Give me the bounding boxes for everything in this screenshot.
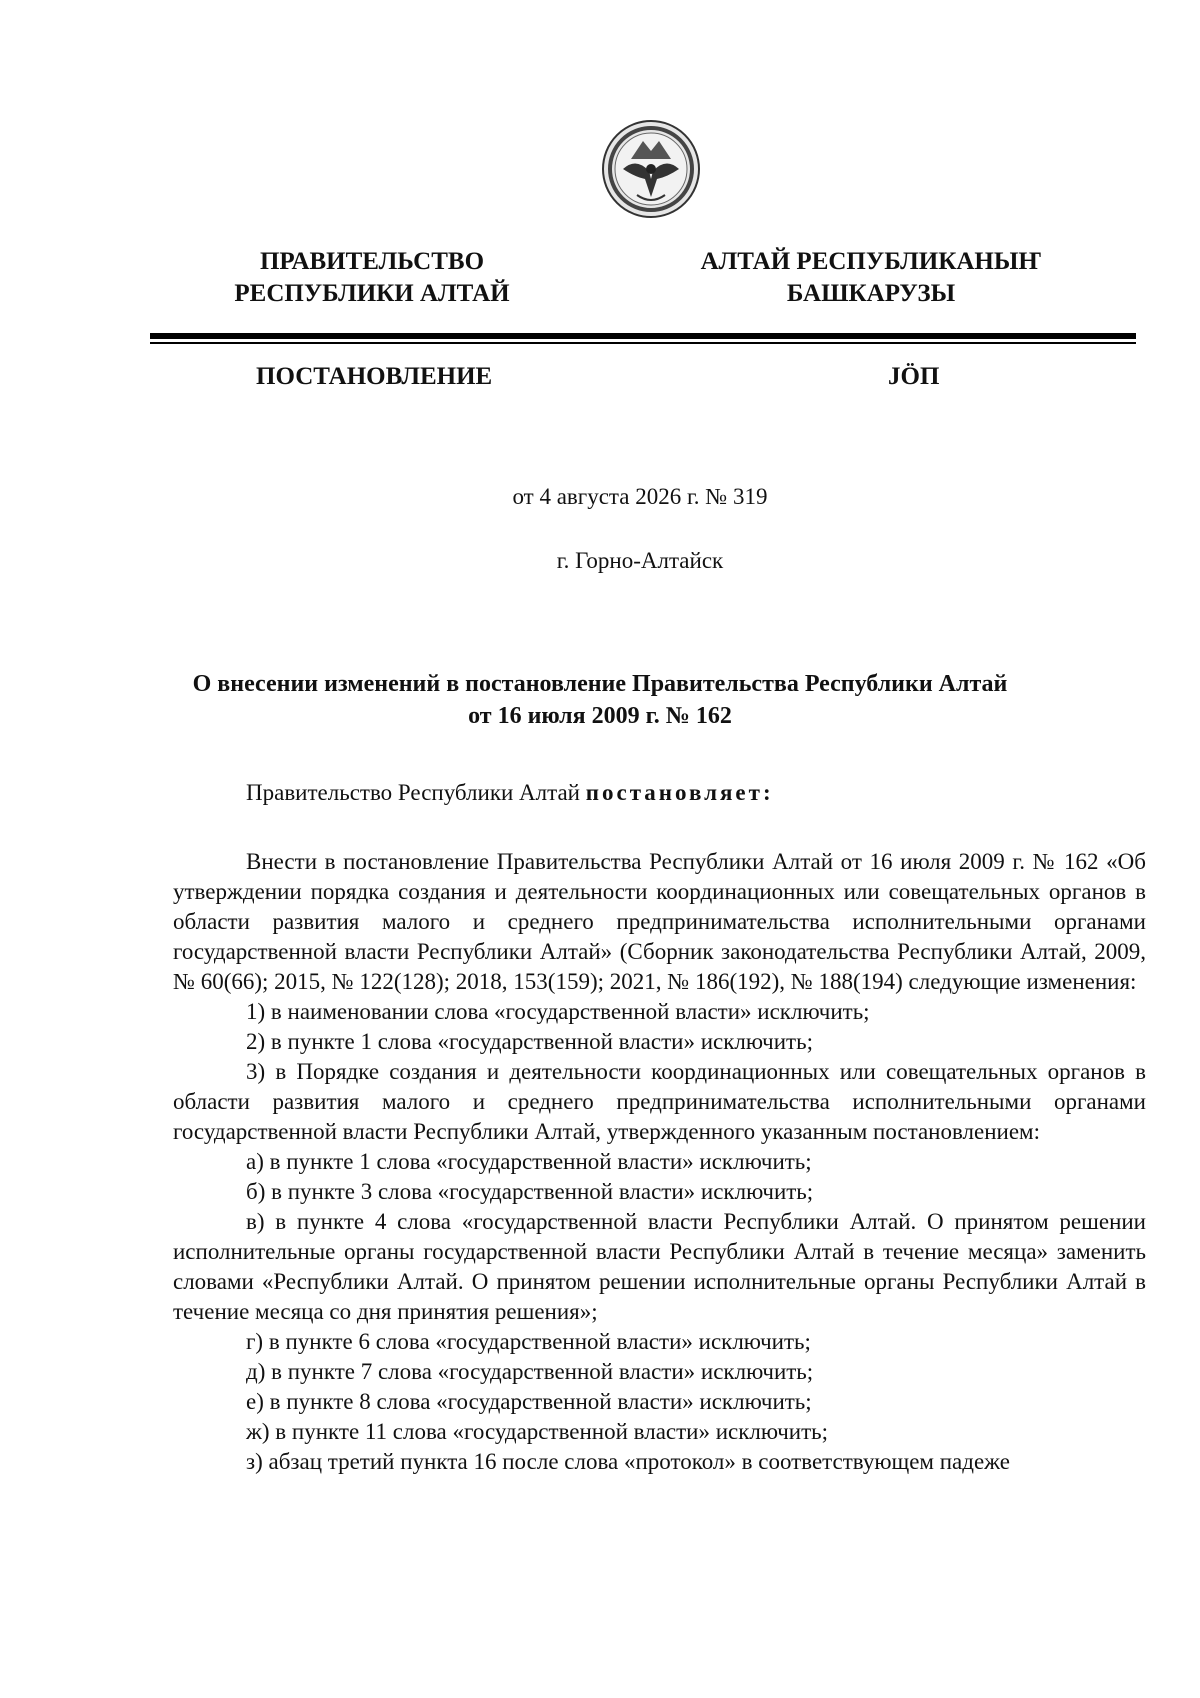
paragraph: е) в пункте 8 слова «государственной власти» исключить;	[246, 1389, 812, 1414]
paragraph: ж) в пункте 11 слова «государственной власти» исключить;	[246, 1419, 829, 1444]
header-right-line-2: БАШКАРУЗЫ	[786, 280, 956, 307]
paragraph: б) в пункте 3 слова «государственной власти» исключить;	[246, 1179, 814, 1204]
document-city: г. Горно-Алтайск	[556, 548, 724, 573]
paragraph: а) в пункте 1 слова «государственной власти» исключить;	[246, 1149, 812, 1174]
paragraph: 3) в Порядке создания и деятельности координационных или совещательных органов в области развития малого и среднего предпринимательства исполнительными органами государственной власти Республики Алтай, утвержденного указанным постановлением:	[173, 1059, 1146, 1144]
paragraph: з) абзац третий пункта 16 после слова «протокол» в соответствующем падеже	[246, 1449, 1010, 1474]
decree-verb: постановляет:	[585, 780, 774, 805]
title-line-1: О внесении изменений в постановление Правительства Республики Алтай	[192, 671, 1008, 697]
document-date-number: от 4 августа 2026 г. № 319	[512, 484, 768, 509]
header-left	[142, 246, 602, 310]
header-right-line-1: АЛТАЙ РЕСПУБЛИКАНЫҤ	[700, 248, 1042, 275]
paragraph: г) в пункте 6 слова «государственной власти» исключить;	[246, 1329, 811, 1354]
decree-line	[173, 778, 1146, 808]
doc-type-left: ПОСТАНОВЛЕНИЕ	[256, 363, 493, 390]
header-right	[641, 246, 1101, 310]
document-body	[173, 847, 1146, 1477]
header-divider-thick	[150, 333, 1136, 339]
header-left-line-1: ПРАВИТЕЛЬСТВО	[259, 248, 485, 275]
paragraph: 2) в пункте 1 слова «государственной власти» исключить;	[246, 1029, 813, 1054]
doc-type-right: ЈÖП	[888, 363, 940, 390]
paragraph: 1) в наименовании слова «государственной власти» исключить;	[246, 999, 870, 1024]
header-left-line-2: РЕСПУБЛИКИ АЛТАЙ	[234, 280, 510, 307]
document-title	[0, 668, 1200, 732]
paragraph: Внести в постановление Правительства Республики Алтай от 16 июля 2009 г. № 162 «Об утверждении порядка создания и деятельности координационных или совещательных органов в области развития малого и среднего предпринимательства исполнительными органами государственной власти Республики Алтай» (Сборник законодательства Республики Алтай, 2009, № 60(66); 2015, № 122(128); 2018, 153(159); 2021, № 186(192), № 188(194) следующие изменения:	[173, 849, 1146, 994]
title-line-2: от 16 июля 2009 г. № 162	[468, 703, 732, 729]
paragraph: в) в пункте 4 слова «государственной власти Республики Алтай. О принятом решении исполнительные органы государственной власти Республики Алтай в течение месяца» заменить словами «Республики Алтай. О принятом решении исполнительные органы Республики Алтай в течение месяца со дня принятия решения»;	[173, 1209, 1146, 1324]
paragraph: д) в пункте 7 слова «государственной власти» исключить;	[246, 1359, 814, 1384]
header-divider-thin	[150, 342, 1136, 344]
coat-of-arms-icon	[601, 119, 701, 219]
decree-prefix: Правительство Республики Алтай	[246, 780, 586, 805]
